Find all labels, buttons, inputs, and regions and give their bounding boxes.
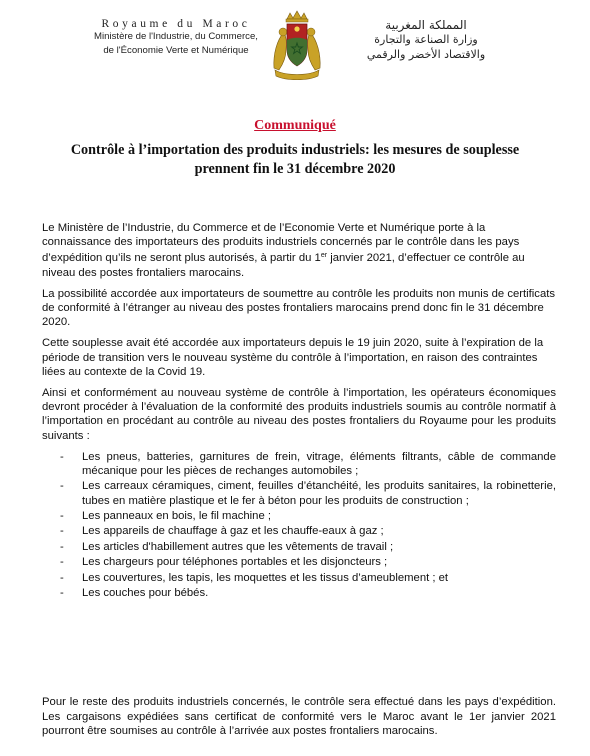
list-item (60, 571, 556, 585)
headline-line2: prennent fin le 31 décembre 2020 (194, 161, 396, 177)
letterhead (0, 4, 590, 90)
paragraph-4: Ainsi et conformément au nouveau système de contrôle à l’importation, les opérateurs économiques devront procéder à l’évaluation de la conformité des produits industriels soumis au contrôle normatif à l’importation en procédant au contrôle au niveau des postes frontaliers du Royaume pour les produits suivants : (42, 387, 556, 442)
list-item-text: Les carreaux céramiques, ciment, feuilles d’étanchéité, les produits sanitaires, la robinetterie, tubes en matière plastique et le fer à béton pour les produits de construction ; (82, 480, 556, 507)
paragraph-3: Cette souplesse avait été accordée aux importateurs depuis le 19 juin 2020, suite à l’expiration de la période de transition vers le nouveau système du contrôle à l’importation, en raison des contraintes liées au contexte de la Covid 19. (42, 337, 544, 378)
title-block (20, 118, 570, 179)
ministry-name-fr-line1: Ministère de l'Industrie, du Commerce, (94, 31, 258, 42)
list-item-text: Les articles d'habillement autres que les vêtements de travail ; (82, 540, 394, 553)
list-bullet: - (60, 480, 64, 493)
ministry-name-ar-line1: وزارة الصناعة والتجارة (374, 33, 478, 46)
product-list (42, 450, 556, 600)
list-bullet: - (60, 571, 64, 584)
list-bullet: - (60, 556, 64, 569)
list-item (60, 555, 556, 569)
closing-paragraph: Pour le reste des produits industriels concernés, le contrôle sera effectué dans les pays d’expédition. Les cargaisons expédiées sans certificat de conformité vers le Maroc avant le 1er janvier 2021 pourront être soumises au contrôle à l’arrivée aux postes frontaliers marocains. (42, 696, 556, 737)
list-item-text: Les chargeurs pour téléphones portables et les disjoncteurs ; (82, 556, 388, 569)
ministry-name-ar-line2: والاقتصاد الأخضر والرقمي (366, 48, 486, 61)
ministry-name-fr-line2: de l'Économie Verte et Numérique (103, 44, 249, 56)
kingdom-name-fr: Royaume du Maroc (101, 18, 251, 30)
document-body (42, 221, 556, 601)
list-item (60, 524, 556, 538)
list-bullet: - (60, 450, 64, 463)
list-item (60, 540, 556, 554)
paragraph-1 (42, 221, 556, 280)
list-item-text: Les couches pour bébés. (82, 586, 209, 599)
paragraph-2: La possibilité accordée aux importateurs de soumettre au contrôle les produits non munis de certificats de conformité à l’étranger au niveau des postes frontaliers marocains prend donc fin le 31 décembre 2020. (42, 287, 556, 329)
list-item (60, 450, 556, 478)
list-bullet: - (60, 525, 64, 538)
list-bullet: - (60, 540, 64, 553)
moroccan-coat-of-arms-icon (271, 10, 323, 82)
paragraph-1-text-b: janvier 2021, d’effectuer ce contrôle au niveau des postes frontaliers marocains. (42, 252, 525, 279)
list-item-text: Les couvertures, les tapis, les moquettes et les tissus d’ameublement ; et (82, 571, 449, 584)
list-item (60, 479, 556, 507)
list-item-text: Les appareils de chauffage à gaz et les chauffe-eaux à gaz ; (82, 525, 384, 538)
paragraph-1-superscript: er (320, 252, 328, 260)
communique-label: Communiqué (254, 118, 336, 133)
list-bullet: - (60, 586, 64, 599)
kingdom-name-ar: المملكة المغربية (385, 18, 467, 32)
list-item (60, 509, 556, 523)
letterhead-arabic (322, 18, 530, 62)
letterhead-french (76, 18, 276, 57)
list-bullet: - (60, 510, 64, 523)
headline-line1: Contrôle à l’importation des produits industriels: les mesures de souplesse (70, 142, 520, 158)
list-item-text: Les pneus, batteries, garnitures de frein, vitrage, éléments filtrants, câble de commande mécanique pour les pièces de rechanges automobiles ; (82, 450, 556, 478)
paragraph-1-text-a: Le Ministère de l’Industrie, du Commerce et de l’Economie Verte et Numérique porte à la connaissance des importateurs des produits industriels concernés par le contrôle dans les pays d’expédition qu’ils ne seront plus autorisés, à partir du 1 (42, 222, 520, 265)
list-item (60, 586, 556, 600)
list-item-text: Les panneaux en bois, le fil machine ; (82, 510, 272, 523)
